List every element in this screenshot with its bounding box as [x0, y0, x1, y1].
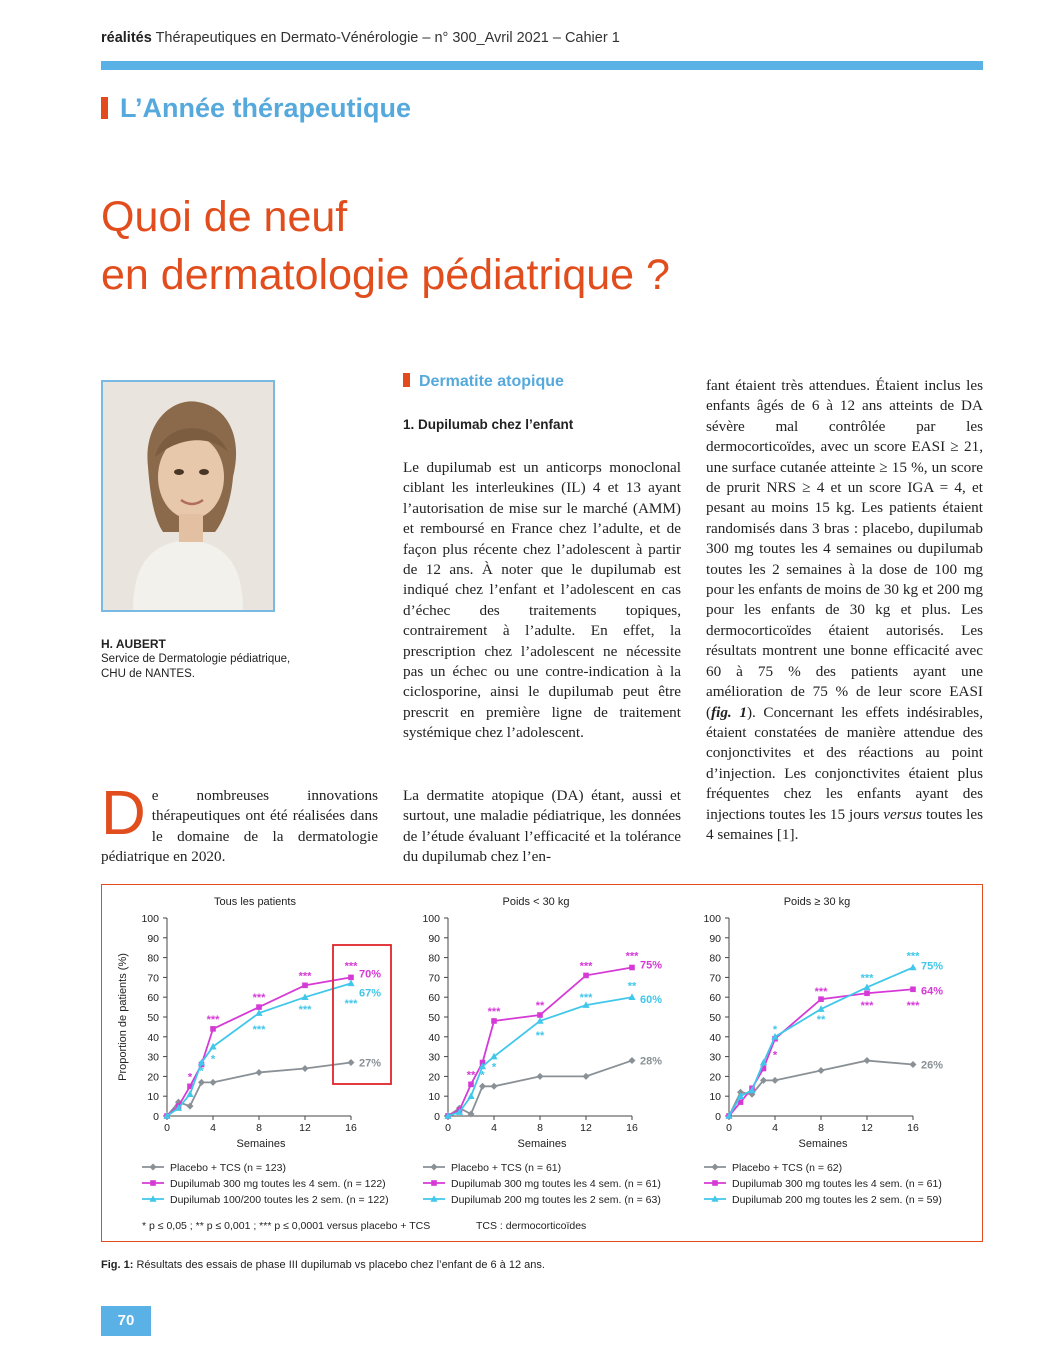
- data-point: [909, 964, 916, 971]
- author-portrait-illustration: [103, 382, 273, 610]
- y-tick-label: 90: [709, 932, 721, 945]
- significance-mark: ***: [906, 950, 920, 963]
- data-point: [910, 986, 916, 992]
- y-tick-label: 90: [147, 932, 159, 945]
- legend-marker: [150, 1180, 156, 1186]
- chart-title: Poids ≥ 30 kg: [783, 896, 851, 908]
- journal-header: [101, 30, 620, 46]
- x-tick-label: 4: [210, 1122, 216, 1134]
- y-tick-label: 10: [147, 1091, 159, 1104]
- caption-label: Fig. 1:: [101, 1259, 134, 1271]
- figure-caption: [101, 1259, 545, 1271]
- author-photo: [101, 380, 275, 612]
- y-tick-label: 30: [428, 1051, 440, 1064]
- page-number: 70: [101, 1306, 151, 1336]
- x-tick-label: 12: [861, 1122, 873, 1134]
- data-point: [583, 1073, 590, 1080]
- legend-marker: [712, 1180, 718, 1186]
- legend-marker: [431, 1164, 438, 1171]
- significance-mark: *: [772, 1023, 778, 1036]
- significance-mark: ***: [252, 1023, 266, 1036]
- data-point: [583, 973, 589, 979]
- data-point: [818, 1067, 825, 1074]
- significance-mark: ***: [298, 1004, 312, 1017]
- significance-mark: **: [627, 980, 637, 993]
- significance-mark: **: [466, 1069, 476, 1082]
- legend-marker: [150, 1164, 157, 1171]
- data-point: [629, 965, 635, 971]
- significance-mark: ***: [860, 1000, 874, 1013]
- sub-subsection-heading: 1. Dupilumab chez l’enfant: [403, 417, 574, 432]
- significance-mark: ***: [487, 1006, 501, 1019]
- paragraph-2-text: La dermatite atopique (DA) étant, aussi et surtout, une maladie pédiatrique, les données de l’étude évaluant l’efficacité et la tolérance du dupilumab chez l’en-: [403, 787, 681, 866]
- significance-mark: ***: [814, 986, 828, 999]
- legend-label: Dupilumab 200 mg toutes les 2 sem. (n = 63): [451, 1194, 661, 1206]
- x-tick-label: 12: [580, 1122, 592, 1134]
- end-value-label: 67%: [359, 987, 382, 1000]
- data-point: [468, 1082, 474, 1088]
- significance-mark: ***: [298, 970, 312, 983]
- legend-label: Dupilumab 300 mg toutes les 4 sem. (n = 61): [732, 1178, 942, 1190]
- data-point: [864, 990, 870, 996]
- end-value-label: 75%: [921, 960, 944, 973]
- data-point: [210, 1026, 216, 1032]
- intro-paragraph: [101, 779, 378, 868]
- legend-label: Placebo + TCS (n = 61): [451, 1162, 562, 1174]
- title-line-2: en dermatologie pédiatrique ?: [101, 251, 670, 299]
- significance-mark: *: [187, 1071, 193, 1084]
- legend-label: Dupilumab 300 mg toutes les 4 sem. (n = 61): [451, 1178, 661, 1190]
- y-tick-label: 0: [434, 1111, 440, 1123]
- figure-1: [101, 884, 983, 1242]
- y-tick-label: 10: [709, 1091, 721, 1104]
- data-point: [910, 1061, 917, 1068]
- significance-mark: ***: [579, 992, 593, 1005]
- legend-label: Placebo + TCS (n = 123): [170, 1162, 286, 1174]
- significance-mark: ***: [579, 960, 593, 973]
- data-point: [302, 1065, 309, 1072]
- data-point: [256, 1004, 262, 1010]
- x-tick-label: 16: [626, 1122, 638, 1134]
- end-value-label: 70%: [359, 968, 382, 981]
- y-tick-label: 100: [422, 913, 440, 925]
- end-value-label: 64%: [921, 985, 944, 998]
- end-value-label: 60%: [640, 994, 663, 1007]
- legend-label: Dupilumab 200 mg toutes les 2 sem. (n = 59): [732, 1194, 942, 1206]
- x-tick-label: 4: [491, 1122, 497, 1134]
- y-tick-label: 80: [428, 952, 440, 965]
- data-point: [348, 1059, 355, 1066]
- data-point: [537, 1012, 543, 1018]
- data-point: [347, 980, 354, 987]
- y-tick-label: 50: [428, 1012, 440, 1024]
- y-tick-label: 100: [141, 913, 159, 925]
- x-tick-label: 16: [907, 1122, 919, 1134]
- data-point: [537, 1073, 544, 1080]
- tcs-footnote: TCS : dermocorticoïdes: [476, 1220, 587, 1232]
- y-tick-label: 50: [709, 1012, 721, 1024]
- data-point: [467, 1092, 474, 1099]
- paragraph-3a: fant étaient très attendues. Étaient inclus les enfants âgés de 6 à 12 ans atteints de DA sévère mal contrôlée par les dermocorticoïdes, avec un score EASI ≥ 21, une surface cutanée atteinte ≥ 15 %, un score de prurit NRS ≥ 4 et un score IGA = 4, et pesant au moins 15 kg. Les patients étaient randomisés dans 3 bras : placebo, dupilumab 300 mg toutes les 4 semaines ou dupilumab toutes les 2 semaines à la dose de 100 mg pour les enfants de moins de 30 kg et 200 mg pour les enfants de 30 kg et plus. Les dermocorticoïdes étaient autorisés. Les résultats montrent une bonne efficacité avec 60 à 75 % des patients ayant une amélioration de 75 % de leur score EASI (: [706, 377, 983, 721]
- data-point: [187, 1103, 194, 1110]
- significance-mark: **: [535, 1000, 545, 1013]
- figure-reference: fig. 1: [711, 703, 747, 721]
- y-tick-label: 20: [147, 1071, 159, 1084]
- legend-label: Dupilumab 100/200 toutes les 2 sem. (n = 122): [170, 1194, 389, 1206]
- x-axis-label: Semaines: [236, 1138, 286, 1150]
- y-axis-label: Proportion de patients (%): [117, 953, 129, 1081]
- paragraph-2: [403, 786, 681, 868]
- versus-text: versus: [883, 805, 923, 823]
- significance-mark: **: [816, 1013, 826, 1026]
- legend-marker: [712, 1164, 719, 1171]
- x-tick-label: 0: [445, 1122, 451, 1134]
- y-tick-label: 30: [147, 1051, 159, 1064]
- paragraph-1-text: Le dupilumab est un anticorps monoclonal ciblant les interleukines (IL) 4 et 13 ayant l’autorisation de mise sur le marché (AMM) et remboursé en France chez l’adulte, et de façon plus récente chez l’adolescent à partir de 12 ans. À noter que le dupilumab est indiqué chez l’enfant et l’adolescent en cas d’échec des traitements topiques, contrairement à l’adulte. En effet, la prescription chez l’adolescent ne nécessite pas un échec ou une contre-indication à la ciclosporine, ainsi le dupilumab peut être prescrit en première ligne de traitement systémique chez l’adolescent.: [403, 459, 681, 742]
- end-value-label: 27%: [359, 1057, 382, 1070]
- y-tick-label: 20: [709, 1071, 721, 1084]
- chart-title: Poids < 30 kg: [502, 896, 570, 908]
- y-tick-label: 60: [147, 992, 159, 1005]
- significance-mark: *: [199, 1065, 204, 1078]
- section-title-text: L’Année thérapeutique: [120, 93, 412, 123]
- data-point: [302, 983, 308, 989]
- x-axis-label: Semaines: [517, 1138, 567, 1150]
- significance-mark: ***: [906, 1000, 920, 1013]
- x-tick-label: 0: [164, 1122, 170, 1134]
- y-tick-label: 80: [147, 952, 159, 965]
- significance-mark: ***: [860, 972, 874, 985]
- paragraph-3b: ). Concernant les effets indésirables, étaient constatées de manière attendue des conjonctivites et des réactions au point d’injection. Les conjonctivites étaient plus fréquentes chez les enfants ayant des injections toutes les 15 jours: [706, 703, 983, 823]
- y-tick-label: 40: [428, 1031, 440, 1044]
- x-tick-label: 4: [772, 1122, 778, 1134]
- title-line-1: Quoi de neuf: [101, 193, 348, 241]
- data-point: [772, 1077, 779, 1084]
- end-value-label: 26%: [921, 1059, 944, 1072]
- author-affiliation: [101, 652, 341, 682]
- significance-mark: *: [772, 1049, 778, 1062]
- journal-brand: réalités: [101, 30, 152, 46]
- x-axis-label: Semaines: [798, 1138, 848, 1150]
- significance-mark: *: [210, 1053, 216, 1066]
- header-rule: [101, 61, 983, 70]
- data-point: [628, 993, 635, 1000]
- data-point: [198, 1079, 205, 1086]
- caption-text: Résultats des essais de phase III dupilumab vs placebo chez l’enfant de 6 à 12 ans.: [136, 1259, 545, 1271]
- data-point: [479, 1083, 486, 1090]
- author-name: H. AUBERT: [101, 637, 166, 651]
- x-tick-label: 8: [818, 1122, 824, 1134]
- journal-issue: Thérapeutiques en Dermato-Vénérologie – n° 300_Avril 2021 – Cahier 1: [155, 30, 620, 46]
- subsection-marker-icon: [403, 373, 410, 387]
- legend-label: Placebo + TCS (n = 62): [732, 1162, 843, 1174]
- significance-mark: ***: [344, 960, 358, 973]
- x-tick-label: 8: [256, 1122, 262, 1134]
- y-tick-label: 100: [703, 913, 721, 925]
- x-tick-label: 0: [726, 1122, 732, 1134]
- significance-mark: ***: [625, 950, 639, 963]
- y-tick-label: 50: [147, 1012, 159, 1024]
- y-tick-label: 30: [709, 1051, 721, 1064]
- y-tick-label: 60: [709, 992, 721, 1005]
- y-tick-label: 90: [428, 932, 440, 945]
- data-point: [491, 1018, 497, 1024]
- end-value-label: 28%: [640, 1055, 663, 1068]
- y-tick-label: 70: [147, 972, 159, 985]
- data-point: [348, 975, 354, 981]
- data-point: [864, 1057, 871, 1064]
- significance-mark: ***: [206, 1013, 220, 1026]
- y-tick-label: 40: [709, 1031, 721, 1044]
- significance-mark: ***: [344, 998, 358, 1011]
- significance-mark: *: [491, 1061, 497, 1074]
- legend-label: Dupilumab 300 mg toutes les 4 sem. (n = 122): [170, 1178, 386, 1190]
- subsection-heading: [403, 373, 564, 391]
- y-tick-label: 0: [153, 1111, 159, 1123]
- significance-mark: ***: [252, 992, 266, 1005]
- y-tick-label: 40: [147, 1031, 159, 1044]
- x-tick-label: 8: [537, 1122, 543, 1134]
- author-affil-line1: Service de Dermatologie pédiatrique,: [101, 653, 291, 665]
- paragraph-3: [706, 376, 983, 845]
- series-line: [448, 1061, 632, 1116]
- article-title: [101, 188, 670, 304]
- y-tick-label: 80: [709, 952, 721, 965]
- y-tick-label: 20: [428, 1071, 440, 1084]
- y-tick-label: 70: [709, 972, 721, 985]
- paragraph-1: [403, 458, 681, 744]
- author-affil-line2: CHU de NANTES.: [101, 668, 195, 680]
- drop-cap: D: [101, 779, 146, 848]
- figure-charts: [102, 885, 982, 1241]
- x-tick-label: 16: [345, 1122, 357, 1134]
- section-marker-icon: [101, 97, 108, 119]
- x-tick-label: 12: [299, 1122, 311, 1134]
- chart-title: Tous les patients: [214, 896, 296, 908]
- paragraph-3c: toutes les 4 semaines [1].: [706, 805, 984, 843]
- end-value-label: 75%: [640, 959, 663, 972]
- data-point: [491, 1083, 498, 1090]
- intro-text: e nombreuses innovations thérapeutiques ont été réalisées dans le domaine de la dermatologie pédiatrique en 2020.: [101, 787, 378, 866]
- data-point: [256, 1069, 263, 1076]
- legend-marker: [431, 1180, 437, 1186]
- data-point: [629, 1057, 636, 1064]
- section-title: [101, 93, 411, 124]
- data-point: [210, 1079, 217, 1086]
- y-tick-label: 0: [715, 1111, 721, 1123]
- significance-mark: **: [535, 1029, 545, 1042]
- y-tick-label: 60: [428, 992, 440, 1005]
- y-tick-label: 70: [428, 972, 440, 985]
- subsection-heading-text: Dermatite atopique: [419, 373, 564, 390]
- y-tick-label: 10: [428, 1091, 440, 1104]
- significance-mark: *: [480, 1069, 485, 1082]
- significance-footnote: * p ≤ 0,05 ; ** p ≤ 0,001 ; *** p ≤ 0,0001 versus placebo + TCS: [142, 1220, 431, 1232]
